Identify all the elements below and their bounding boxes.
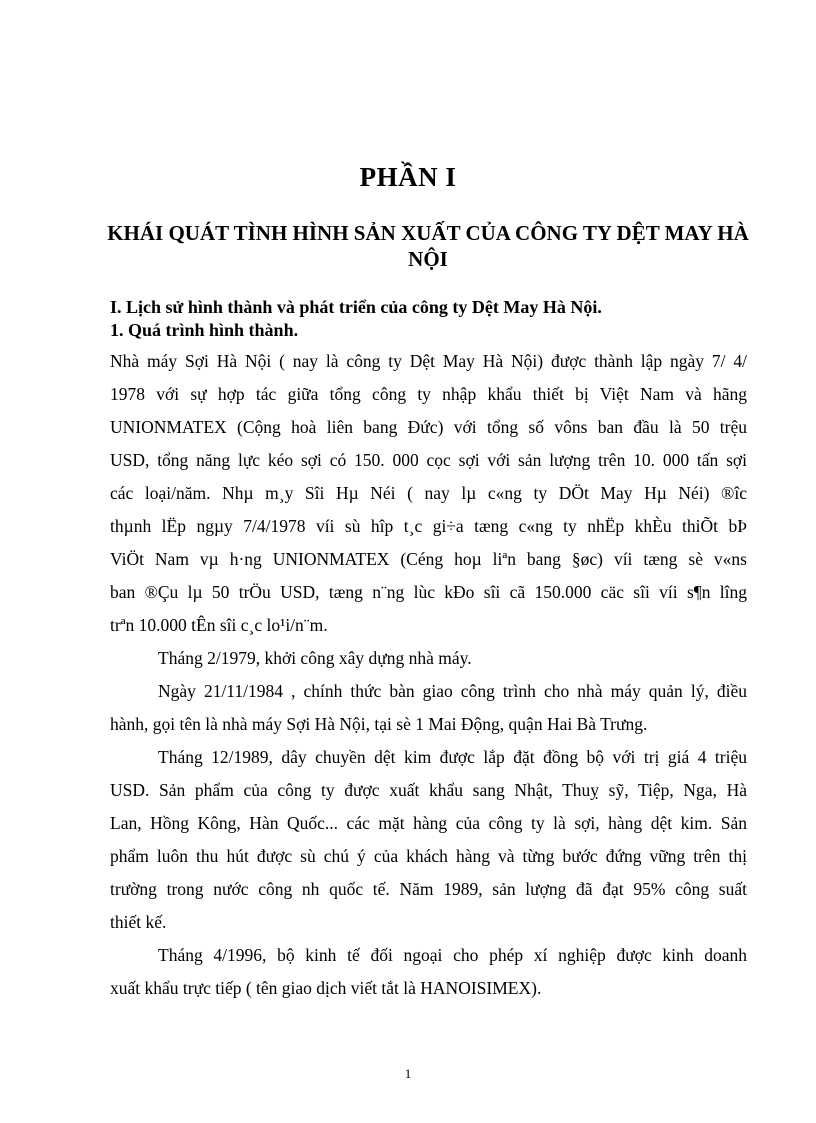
body-line: phẩm luôn thu hút được sù chú ý của khách hàng và từng bước đứng vững trên thị [110,846,747,866]
body-line: 1978 với sự hợp tác giữa tổng công ty nhập khẩu thiết bị Việt Nam và hãng [110,384,747,404]
page-number: 1 [404,1066,412,1081]
body-line: xuất khẩu trực tiếp ( tên giao dịch viết tắt là HANOISIMEX). [110,978,542,998]
section-heading: I. Lịch sử hình thành và phát triển của công ty Dệt May Hà Nội. [110,297,602,317]
body-line: thiết kế. [110,912,167,932]
body-line: trªn 10.000 tÊn sîi c¸c lo¹i/n¨m. [110,615,328,635]
body-line: trường trong nước công nh quốc tế. Năm 1989, sản lượng đã đạt 95% công suất [110,879,747,899]
chapter-title: KHÁI QUÁT TÌNH HÌNH SẢN XUẤT CỦA CÔNG TY DỆT MAY HÀ NỘI [107,221,749,271]
body-line: thµnh lËp ngµy 7/4/1978 víi sù hîp t¸c gi÷a tæng c«ng ty nhËp khÈu thiÕt bÞ [110,516,747,536]
body-line: USD. Sản phẩm của công ty được xuất khẩu sang Nhật, Thuỵ sỹ, Tiệp, Nga, Hà [110,780,747,800]
body-line: Nhà máy Sợi Hà Nội ( nay là công ty Dệt May Hà Nội) được thành lập ngày 7/ 4/ [110,351,747,371]
subsection-heading: 1. Quá trình hình thành. [110,320,299,340]
body-line: USD, tổng năng lực kéo sợi có 150. 000 cọc sợi với sản lượng trên 10. 000 tấn sợi [110,450,747,470]
body-line: Tháng 12/1989, dây chuyền dệt kim được lắp đặt đồng bộ với trị giá 4 triệu [158,747,747,767]
body-line: Tháng 2/1979, khởi công xây dựng nhà máy. [158,648,472,668]
body-line: hành, gọi tên là nhà máy Sợi Hà Nội, tại sè 1 Mai Động, quận Hai Bà Trưng. [110,714,648,734]
body-line: UNIONMATEX (Cộng hoà liên bang Đức) với tổng số vôns ban đầu là 50 trệu [110,417,747,437]
body-line: các loại/năm. Nhµ m¸y Sîi Hµ Néi ( nay lµ c«ng ty DÖt May Hµ Néi) ®îc [110,483,747,503]
body-line: ViÖt Nam vµ h·ng UNIONMATEX (Céng hoµ liªn bang §øc) víi tæng sè v«ns [110,549,747,569]
body-line: ban ®Çu lµ 50 trÖu USD, tæng n¨ng lùc kÐo sîi cã 150.000 cäc sîi víi s¶n lîng [110,582,747,602]
body-line: Lan, Hồng Kông, Hàn Quốc... các mặt hàng của công ty là sợi, hàng dệt kim. Sản [110,813,747,833]
body-line: Ngày 21/11/1984 , chính thức bàn giao công trình cho nhà máy quản lý, điều [158,681,747,701]
part-title: PHẦN I [359,162,457,192]
body-line: Tháng 4/1996, bộ kinh tế đối ngoại cho phép xí nghiệp được kinh doanh [158,945,747,965]
